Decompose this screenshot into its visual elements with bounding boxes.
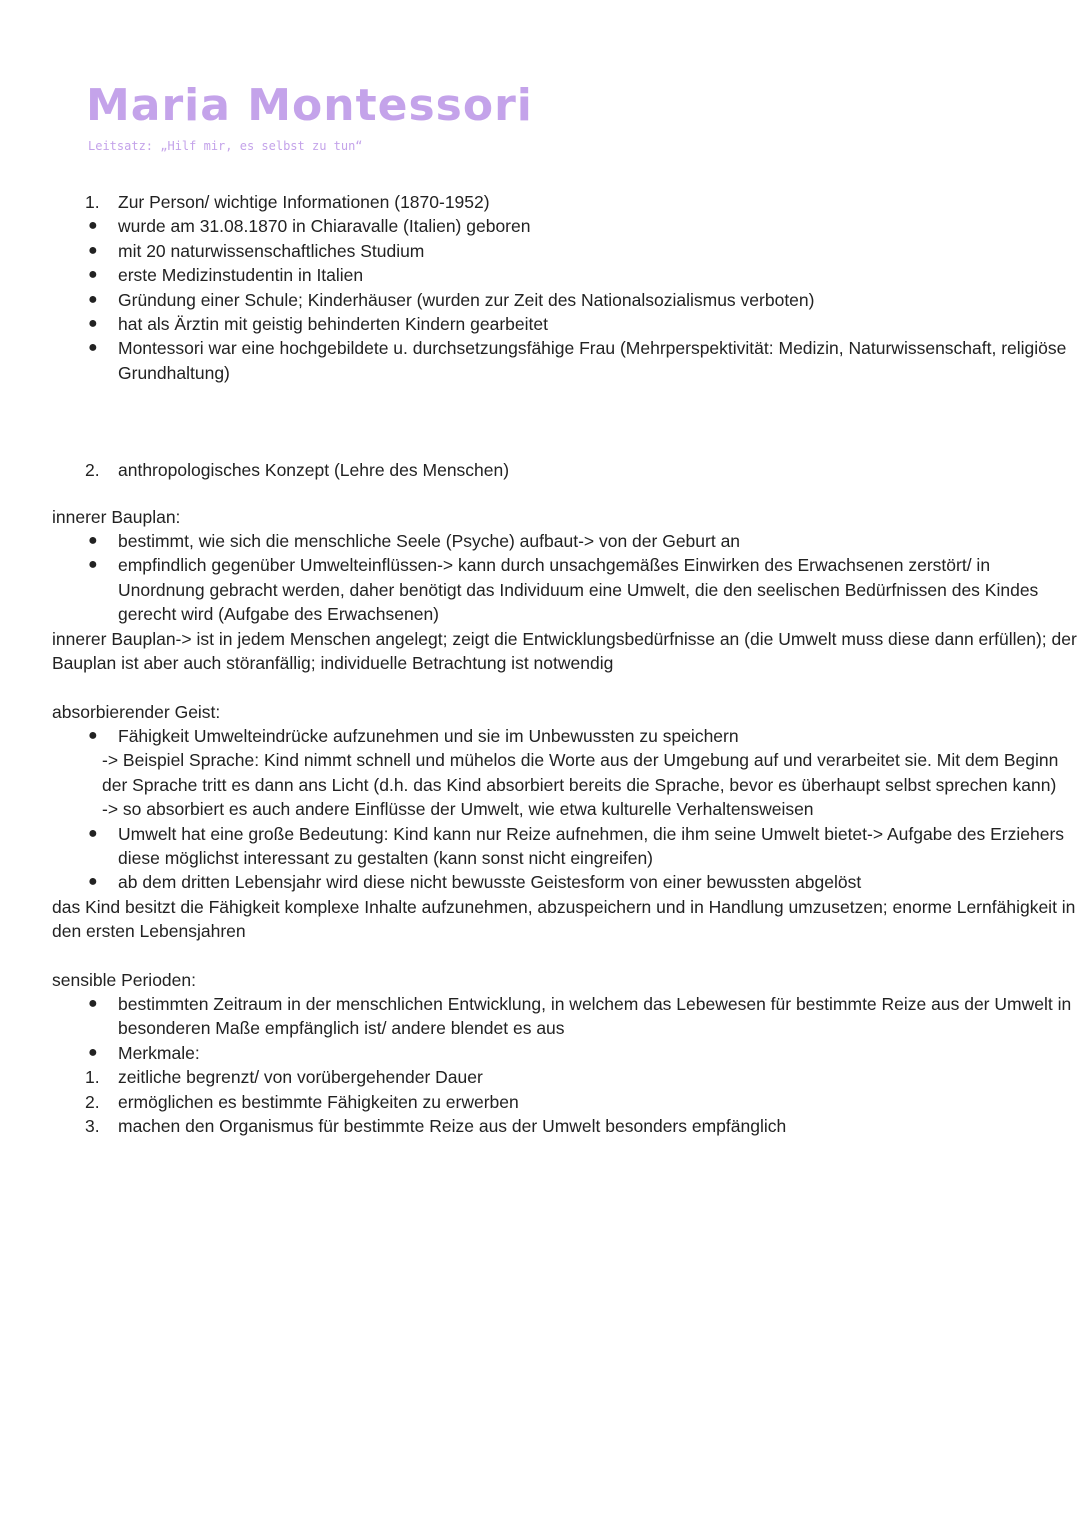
numbered-item (52, 1065, 1077, 1089)
note-paragraph: -> so absorbiert es auch andere Einflüsse der Umwelt, wie etwa kulturelle Verhaltensweisen (102, 799, 814, 820)
item-number: 2. (85, 1091, 100, 1112)
list-item (52, 263, 1077, 287)
paragraph: innerer Bauplan-> ist in jedem Menschen angelegt; zeigt die Entwicklungsbedürfnisse an (die Umwelt muss diese dann erfüllen); der Bauplan ist aber auch störanfällig; individuelle Betrachtung ist notwendig (52, 628, 1077, 674)
bullet-icon: ● (88, 217, 98, 235)
list-item-text: mit 20 naturwissenschaftliches Studium (118, 240, 425, 261)
list-item (52, 312, 1077, 336)
document-body (52, 190, 1077, 1138)
list-item-text: bestimmten Zeitraum in der menschlichen Entwicklung, in welchem das Lebewesen für bestimmte Reize aus der Umwelt in besonderen Maße empfänglich ist/ andere blendet es aus (118, 993, 1072, 1039)
section-2-heading (52, 458, 1077, 482)
list-item-text: Umwelt hat eine große Bedeutung: Kind kann nur Reize aufnehmen, die ihm seine Umwelt bietet-> Aufgabe des Erziehers diese möglichst interessant zu gestalten (kann sonst nicht eingreifen) (118, 823, 1065, 868)
list-item (52, 239, 1077, 263)
bullet-icon: ● (88, 1043, 98, 1061)
section-heading-text: Zur Person/ wichtige Informationen (1870-1952) (118, 192, 490, 212)
list-item (52, 553, 1077, 626)
item-number: 3. (85, 1116, 100, 1136)
numbered-item (52, 1114, 1077, 1138)
list-item (52, 288, 1077, 312)
list-item (52, 724, 1077, 748)
bullet-icon: ● (88, 873, 98, 891)
list-item (52, 336, 1077, 385)
bullet-icon: ● (88, 266, 98, 284)
paragraph: das Kind besitzt die Fähigkeit komplexe Inhalte aufzunehmen, abzuspeichern und in Handlung umzusetzen; enorme Lernfähigkeit in den ersten Lebensjahren (52, 896, 1076, 942)
bullet-icon: ● (88, 315, 98, 333)
section-1-heading (52, 190, 1077, 214)
bullet-icon: ● (88, 994, 98, 1012)
list-item (52, 214, 1077, 238)
numbered-item-text: zeitliche begrenzt/ von vorübergehender Dauer (118, 1067, 483, 1088)
note-paragraph: -> Beispiel Sprache: Kind nimmt schnell und mühelos die Worte aus der Umgebung auf und verarbeitet sie. Mit dem Beginn der Sprache tritt es dann ans Licht (d.h. das Kind absorbiert bereits die Sprache, bevor es überhaupt selbst sprechen kann) (102, 750, 1059, 795)
item-number: 1. (85, 1067, 100, 1088)
list-item-text: wurde am 31.08.1870 in Chiaravalle (Italien) geboren (118, 216, 531, 237)
list-item (52, 870, 1077, 894)
numbered-item-text: ermöglichen es bestimmte Fähigkeiten zu erwerben (118, 1091, 519, 1112)
numbered-item (52, 1090, 1077, 1114)
bullet-icon: ● (88, 556, 98, 574)
subsection-label-geist: absorbierender Geist: (52, 701, 221, 722)
list-item (52, 822, 1077, 871)
numbered-item-text: machen den Organismus für bestimmte Reize aus der Umwelt besonders empfänglich (118, 1116, 787, 1136)
bullet-icon: ● (88, 241, 98, 259)
list-item-text: Gründung einer Schule; Kinderhäuser (wurden zur Zeit des Nationalsozialismus verboten) (118, 289, 815, 310)
subsection-label-bauplan: innerer Bauplan: (52, 506, 181, 527)
section-number: 2. (85, 460, 100, 481)
page-title: Maria Montessori (86, 80, 533, 131)
list-item-text: Merkmale: (118, 1042, 200, 1063)
list-item-text: Fähigkeit Umwelteindrücke aufzunehmen und sie im Unbewussten zu speichern (118, 725, 739, 746)
bullet-icon: ● (88, 824, 98, 842)
bullet-icon: ● (88, 290, 98, 308)
bullet-icon: ● (88, 339, 98, 357)
subsection-label-perioden: sensible Perioden: (52, 969, 196, 990)
section-number: 1. (85, 192, 100, 212)
list-item-text: erste Medizinstudentin in Italien (118, 265, 364, 286)
section-heading-text: anthropologisches Konzept (Lehre des Menschen) (118, 460, 510, 481)
list-item-text: bestimmt, wie sich die menschliche Seele (Psyche) aufbaut-> von der Geburt an (118, 531, 741, 552)
motto-subtitle: Leitsatz: „Hilf mir, es selbst zu tun“ (88, 139, 363, 153)
list-item (52, 1041, 1077, 1065)
list-item-text: hat als Ärztin mit geistig behinderten Kindern gearbeitet (118, 314, 548, 335)
list-item-text: ab dem dritten Lebensjahr wird diese nicht bewusste Geistesform von einer bewussten abgelöst (118, 872, 862, 893)
bullet-icon: ● (88, 532, 98, 550)
list-item (52, 992, 1077, 1041)
list-item-text: Montessori war eine hochgebildete u. durchsetzungsfähige Frau (Mehrperspektivität: Medizin, Naturwissenschaft, religiöse Grundhaltung) (118, 338, 1067, 383)
bullet-icon: ● (88, 726, 98, 744)
list-item-text: empfindlich gegenüber Umwelteinflüssen-> kann durch unsachgemäßes Einwirken des Erwachsenen zerstört/ in Unordnung gebracht werden, daher benötigt das Individuum eine Umwelt, die den seelischen Bedürfnissen des Kindes gerecht wird (Aufgabe des Erwachsenen) (118, 555, 1039, 625)
list-item (52, 529, 1077, 553)
